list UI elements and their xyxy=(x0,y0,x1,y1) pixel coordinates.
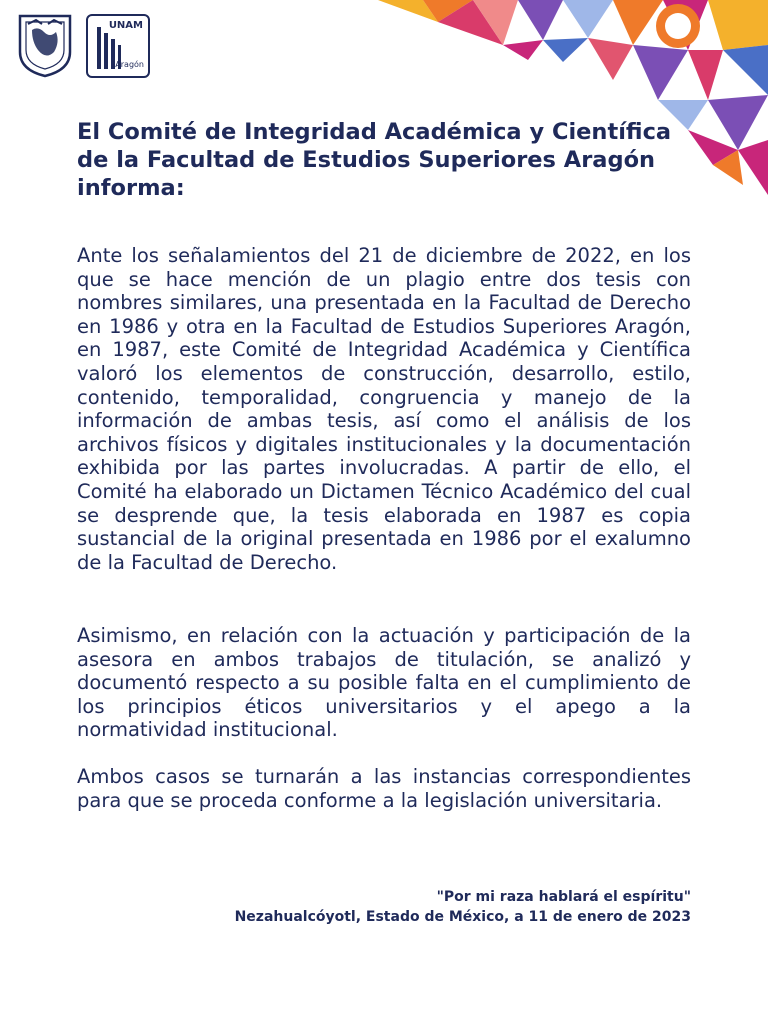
paragraph-2: Asimismo, en relación con la actuación y participación de la asesora en ambos trabajos de titulación, se analizó y documentó respecto a su posible falta en el cumplimiento de los principios éticos universitarios y el apego a la normatividad institucional. xyxy=(77,624,691,742)
paragraph-1: Ante los señalamientos del 21 de diciembre de 2022, en los que se hace mención de un plagio entre dos tesis con nombres similares, una presentada en la Facultad de Derecho en 1986 y otra en la Facultad de Estudios Superiores Aragón, en 1987, este Comité de Integridad Académica y Científica valoró los elementos de construcción, desarrollo, estilo, contenido, temporalidad, congruencia y manejo de la información de ambas tesis, así como el análisis de los archivos físicos y digitales institucionales y la documentación exhibida por las partes involucradas. A partir de ello, el Comité ha elaborado un Dictamen Técnico Académico del cual se desprende que, la tesis elaborada en 1987 es copia sustancial de la original presentada en 1986 por el exalumno de la Facultad de Derecho. xyxy=(77,244,691,574)
place-date: Nezahualcóyotl, Estado de México, a 11 de enero de 2023 xyxy=(234,909,691,925)
fes-logo-aragon-text: Aragón xyxy=(115,60,144,69)
unam-seal-icon xyxy=(16,12,74,78)
signature-block xyxy=(235,887,691,927)
paragraph-3: Ambos casos se turnarán a las instancias correspondientes para que se proceda conforme a la legislación universitaria. xyxy=(77,765,691,812)
motto: "Por mi raza hablará el espíritu" xyxy=(436,889,691,905)
fes-aragon-logo xyxy=(86,14,150,78)
fes-logo-unam-text: UNAM xyxy=(108,20,143,31)
page-title: El Comité de Integridad Académica y Científica de la Facultad de Estudios Superiores Aragón informa: xyxy=(77,119,672,201)
